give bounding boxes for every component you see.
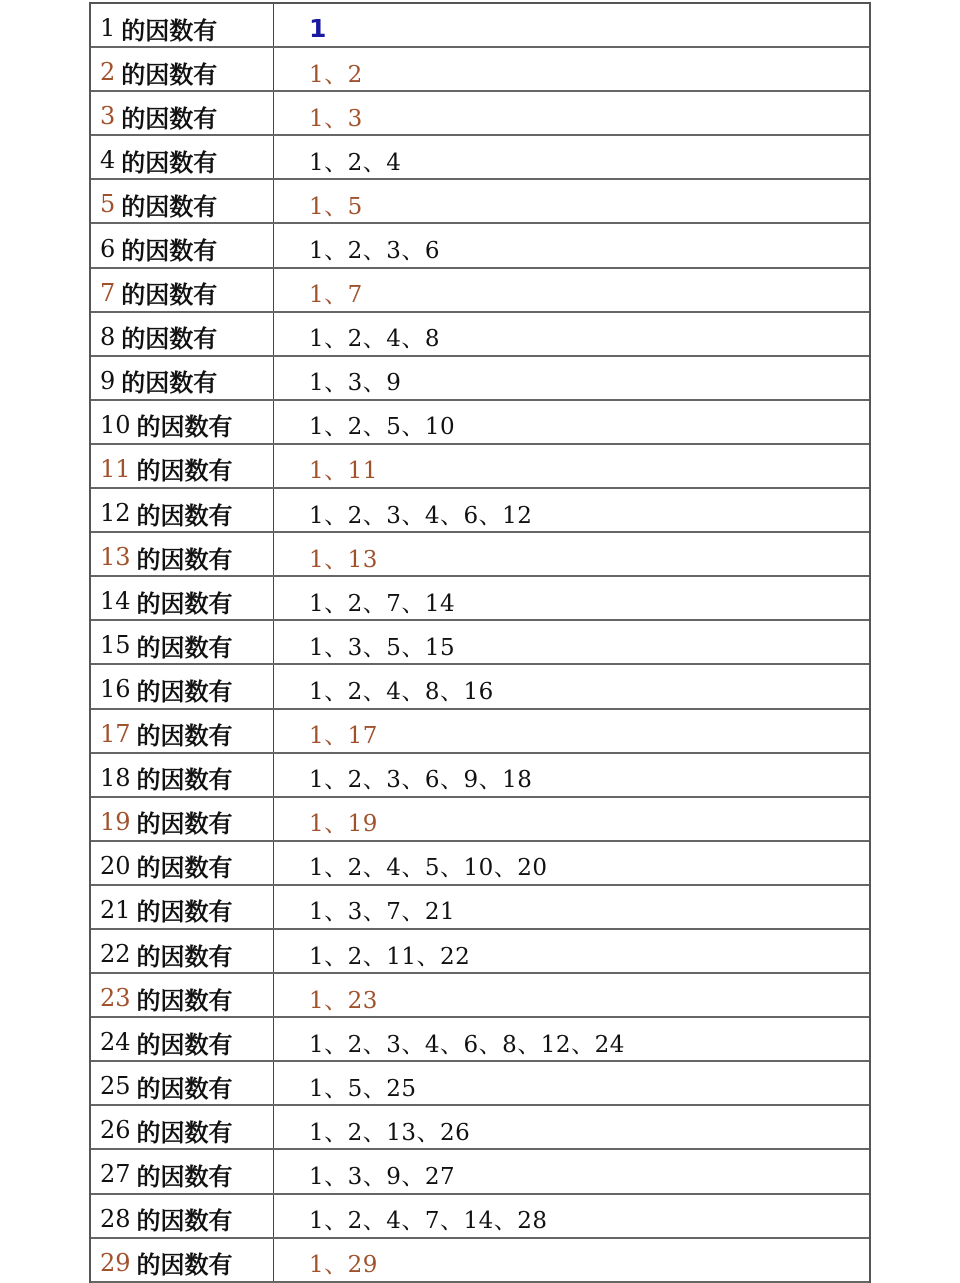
number-value: 8 [100, 322, 116, 351]
number-value: 10 [100, 410, 131, 439]
number-cell [91, 533, 274, 575]
table-row [91, 798, 869, 842]
number-cell [91, 48, 274, 90]
number-value: 29 [100, 1248, 131, 1277]
number-cell [91, 1239, 274, 1281]
number-cell [91, 1106, 274, 1148]
table-row [91, 313, 869, 357]
table-row [91, 621, 869, 665]
number-cell [91, 930, 274, 972]
number-value: 18 [100, 763, 131, 792]
label-suffix: 的因数有 [121, 148, 218, 177]
number-cell [91, 1150, 274, 1192]
label-suffix: 的因数有 [136, 457, 233, 486]
number-cell [91, 754, 274, 796]
factors-cell: 1、5、25 [309, 1075, 417, 1102]
factors-cell: 1、23 [309, 987, 378, 1014]
factors-cell: 1、13 [309, 546, 378, 573]
factors-cell: 1、2、4、5、10、20 [309, 855, 548, 882]
number-cell [91, 577, 274, 619]
factors-cell: 1、5 [309, 193, 363, 220]
number-cell [91, 401, 274, 443]
number-value: 12 [100, 499, 131, 528]
factors-cell: 1、7 [309, 282, 363, 309]
number-value: 4 [100, 146, 116, 175]
table-row [91, 357, 869, 401]
factors-cell: 1、2、3、4、6、8、12、24 [309, 1031, 625, 1058]
number-cell [91, 798, 274, 840]
label-suffix: 的因数有 [136, 1207, 233, 1236]
factors-cell: 1、2、4、8 [309, 326, 441, 353]
label-suffix: 的因数有 [136, 722, 233, 751]
factors-cell: 1、2、3、6、9、18 [309, 767, 533, 794]
number-value: 5 [100, 190, 116, 219]
label-suffix: 的因数有 [136, 942, 233, 971]
factors-cell: 1、2、4、7、14、28 [309, 1208, 548, 1235]
factors-cell: 1、2、11、22 [309, 943, 471, 970]
table-row [91, 1195, 869, 1239]
label-suffix: 的因数有 [121, 60, 218, 89]
number-cell [91, 180, 274, 222]
factors-cell: 1、3、9 [309, 370, 402, 397]
factors-cell: 1、17 [309, 723, 378, 750]
label-suffix: 的因数有 [136, 413, 233, 442]
number-cell [91, 1018, 274, 1060]
table-row [91, 1150, 869, 1194]
number-cell [91, 665, 274, 707]
factors-cell: 1、2 [309, 61, 363, 88]
number-value: 14 [100, 587, 131, 616]
table-row [91, 48, 869, 92]
factors-cell: 1、2、7、14 [309, 590, 456, 617]
table-row [91, 930, 869, 974]
number-cell [91, 4, 274, 46]
number-value: 22 [100, 940, 131, 969]
number-value: 3 [100, 102, 116, 131]
table-row [91, 533, 869, 577]
number-cell [91, 842, 274, 884]
label-suffix: 的因数有 [136, 1162, 233, 1191]
number-value: 27 [100, 1160, 131, 1189]
factors-cell: 1、2、4、8、16 [309, 678, 494, 705]
factors-cell: 1、3、9、27 [309, 1163, 456, 1190]
number-cell [91, 269, 274, 311]
number-value: 16 [100, 675, 131, 704]
number-cell [91, 710, 274, 752]
number-cell [91, 357, 274, 399]
factors-cell: 1、3 [309, 105, 363, 132]
table-row [91, 1239, 869, 1283]
label-suffix: 的因数有 [136, 1118, 233, 1147]
factors-cell: 1、2、3、4、6、12 [309, 502, 533, 529]
table-row [91, 92, 869, 136]
number-value: 7 [100, 278, 116, 307]
label-suffix: 的因数有 [121, 325, 218, 354]
number-value: 2 [100, 58, 116, 87]
number-value: 28 [100, 1204, 131, 1233]
number-cell [91, 445, 274, 487]
table-row [91, 180, 869, 224]
table-row [91, 224, 869, 268]
label-suffix: 的因数有 [121, 237, 218, 266]
table-row [91, 401, 869, 445]
table-row [91, 842, 869, 886]
label-suffix: 的因数有 [136, 986, 233, 1015]
label-suffix: 的因数有 [121, 104, 218, 133]
number-cell [91, 313, 274, 355]
table-row [91, 886, 869, 930]
table-row [91, 710, 869, 754]
label-suffix: 的因数有 [136, 677, 233, 706]
factors-cell: 1、2、13、26 [309, 1119, 471, 1146]
factors-cell: 1、2、4 [309, 149, 402, 176]
number-value: 9 [100, 366, 116, 395]
factors-cell: 1、2、5、10 [309, 414, 456, 441]
label-suffix: 的因数有 [136, 1030, 233, 1059]
number-value: 17 [100, 719, 131, 748]
factors-cell: 1 [309, 13, 327, 43]
table-row [91, 1062, 869, 1106]
number-value: 20 [100, 851, 131, 880]
label-suffix: 的因数有 [121, 281, 218, 310]
table-row [91, 136, 869, 180]
number-cell [91, 886, 274, 928]
label-suffix: 的因数有 [136, 501, 233, 530]
number-cell [91, 1062, 274, 1104]
table-row [91, 489, 869, 533]
table-row [91, 269, 869, 313]
number-value: 13 [100, 543, 131, 572]
number-value: 6 [100, 234, 116, 263]
number-value: 11 [100, 454, 131, 483]
label-suffix: 的因数有 [121, 192, 218, 221]
table-row [91, 1106, 869, 1150]
table-row [91, 577, 869, 621]
table-row [91, 754, 869, 798]
factors-cell: 1、3、7、21 [309, 899, 456, 926]
label-suffix: 的因数有 [136, 766, 233, 795]
factors-cell: 1、2、3、6 [309, 238, 441, 265]
label-suffix: 的因数有 [121, 16, 218, 45]
number-value: 1 [100, 14, 116, 43]
number-value: 25 [100, 1072, 131, 1101]
label-suffix: 的因数有 [136, 898, 233, 927]
label-suffix: 的因数有 [136, 1074, 233, 1103]
table-row [91, 445, 869, 489]
number-cell [91, 92, 274, 134]
label-suffix: 的因数有 [136, 810, 233, 839]
label-suffix: 的因数有 [136, 545, 233, 574]
number-cell [91, 621, 274, 663]
number-cell [91, 489, 274, 531]
factors-table [89, 2, 871, 1283]
label-suffix: 的因数有 [136, 854, 233, 883]
number-value: 19 [100, 807, 131, 836]
label-suffix: 的因数有 [136, 633, 233, 662]
factors-cell: 1、19 [309, 811, 378, 838]
factors-cell: 1、3、5、15 [309, 634, 456, 661]
table-row [91, 4, 869, 48]
label-suffix: 的因数有 [121, 369, 218, 398]
number-value: 23 [100, 984, 131, 1013]
table-row [91, 974, 869, 1018]
number-cell [91, 1195, 274, 1237]
number-cell [91, 974, 274, 1016]
label-suffix: 的因数有 [136, 589, 233, 618]
table-row [91, 1018, 869, 1062]
table-row [91, 665, 869, 709]
number-value: 21 [100, 895, 131, 924]
number-value: 26 [100, 1116, 131, 1145]
label-suffix: 的因数有 [136, 1251, 233, 1280]
factors-cell: 1、29 [309, 1252, 378, 1279]
number-cell [91, 224, 274, 266]
number-value: 15 [100, 631, 131, 660]
factors-cell: 1、11 [309, 458, 378, 485]
number-cell [91, 136, 274, 178]
number-value: 24 [100, 1028, 131, 1057]
